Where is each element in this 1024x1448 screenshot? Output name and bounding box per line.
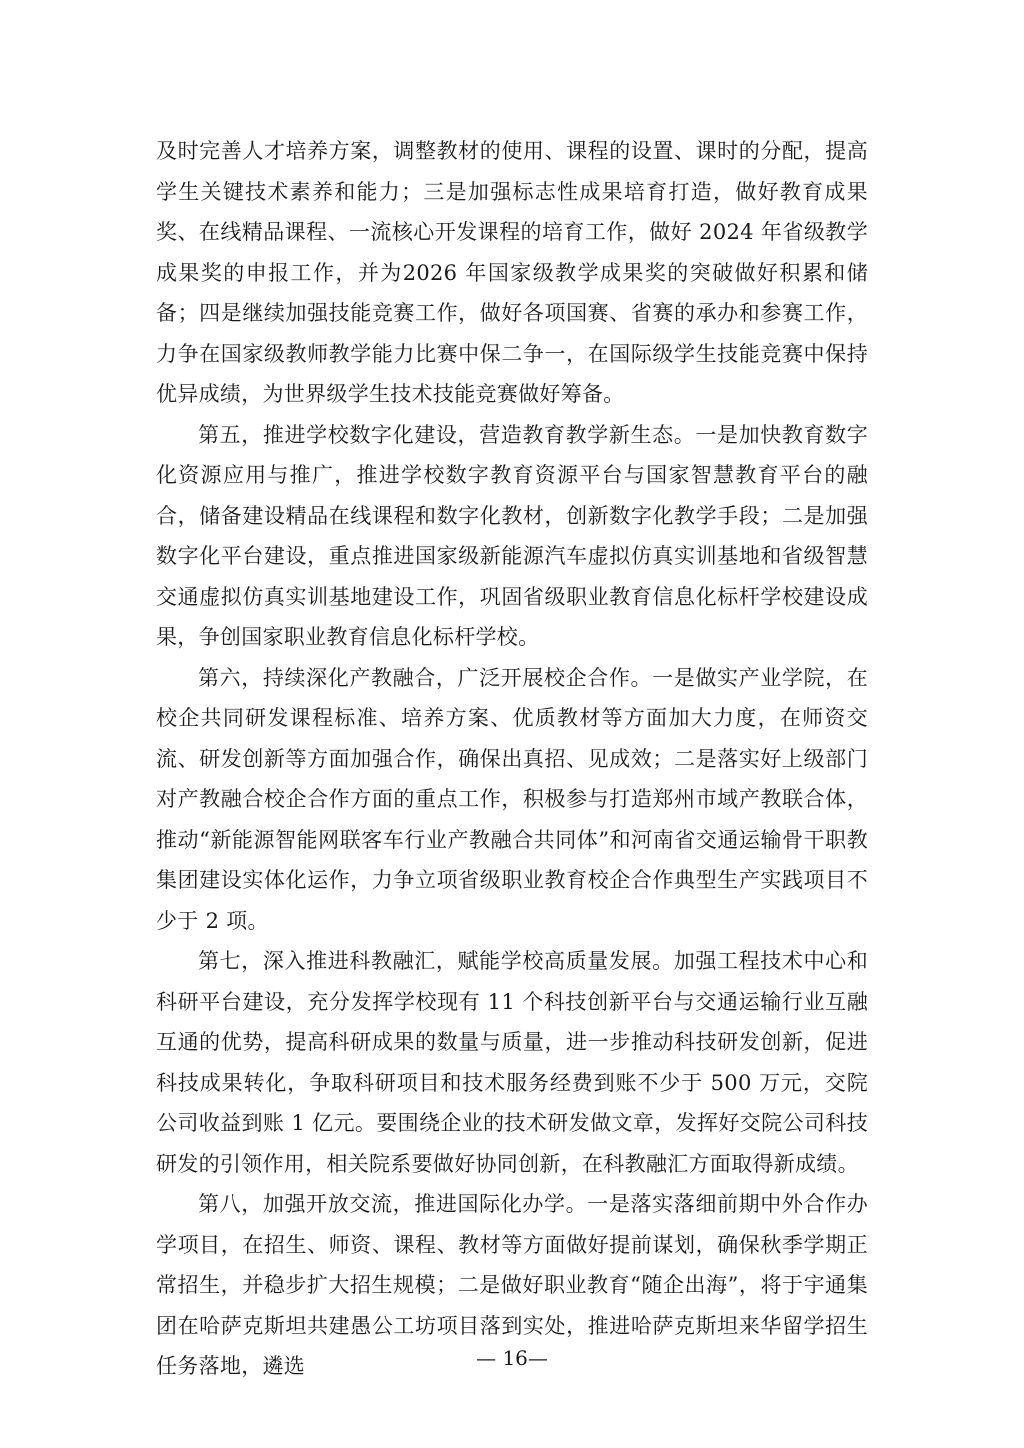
page-number: — 16— (476, 1346, 548, 1370)
paragraph-sixth-industry-education: 第六，持续深化产教融合，广泛开展校企合作。一是做实产业学院，在校企共同研发课程标准、培养方案、优质教材等方面加大力度，在师资交流、研发创新等方面加强合作，确保出真招、见成效；二是落实好上级部门对产教融合校企合作方面的重点工作，积极参与打造郑州市域产教联合体，推动“新能源智能网联客车行业产教融合共同体”和河南省交通运输骨干职教集团建设实体化运作，力争立项省级职业教育校企合作典型生产实践项目不少于 2 项。 (156, 665, 868, 933)
document-body (156, 131, 868, 1387)
paragraph-seventh-science-education: 第七，深入推进科教融汇，赋能学校高质量发展。加强工程技术中心和科研平台建设，充分发挥学校现有 11 个科技创新平台与交通运输行业互融互通的优势，提高科研成果的数量与质量，进一步推动科技研发创新，促进科技成果转化，争取科研项目和技术服务经费到账不少于 500 万元，交院公司收益到账 1 亿元。要围绕企业的技术研发做文章，发挥好交院公司科技研发的引领作用，相关院系要做好协同创新，在科教融汇方面取得新成绩。 (156, 949, 868, 1176)
paragraph-eighth-international: 第八，加强开放交流，推进国际化办学。一是落实落细前期中外合作办学项目，在招生、师资、课程、教材等方面做好提前谋划，确保秋季学期正常招生，并稳步扩大招生规模；二是做好职业教育“随企出海”，将于宇通集团在哈萨克斯坦共建愚公工坊项目落到实处，推进哈萨克斯坦来华留学招生任务落地，遴选 (156, 1192, 868, 1378)
paragraph-continuation: 及时完善人才培养方案，调整教材的使用、课程的设置、课时的分配，提高学生关键技术素养和能力；三是加强标志性成果培育打造，做好教育成果奖、在线精品课程、一流核心开发课程的培育工作，做好 2024 年省级教学成果奖的申报工作，并为2026 年国家级教学成果奖的突破做好积累和储备；四是继续加强技能竞赛工作，做好各项国赛、省赛的承办和参赛工作，力争在国家级教师教学能力比赛中保二争一，在国际级学生技能竞赛中保持优异成绩，为世界级学生技术技能竞赛做好筹备。 (156, 139, 868, 406)
paragraph-fifth-digitalization: 第五，推进学校数字化建设，营造教育教学新生态。一是加快教育数字化资源应用与推广，推进学校数字教育资源平台与国家智慧教育平台的融合，储备建设精品在线课程和数字化教材，创新数字化教学手段；二是加强数字化平台建设，重点推进国家级新能源汽车虚拟仿真实训基地和省级智慧交通虚拟仿真实训基地建设工作，巩固省级职业教育信息化标杆学校建设成果，争创国家职业教育信息化标杆学校。 (156, 422, 868, 649)
